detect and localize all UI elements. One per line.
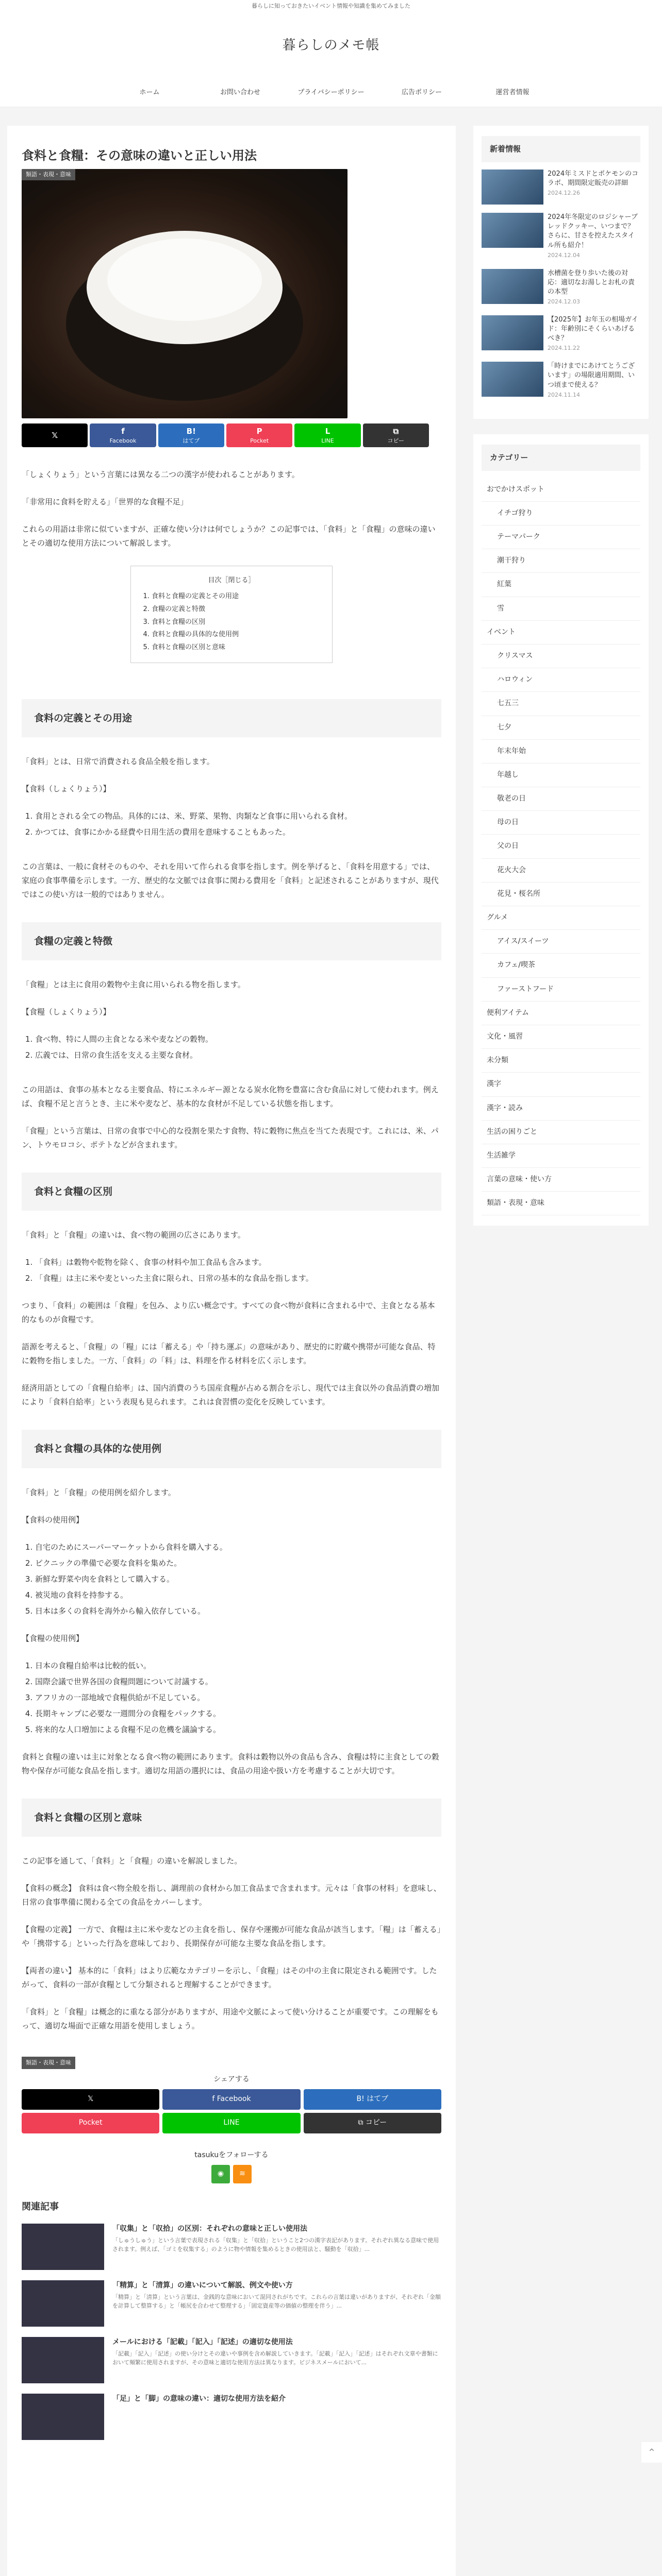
list-item: 5. 日本は多くの食料を海外から輸入依存している。 <box>35 1604 441 1618</box>
list-item: 1. 日本の食糧自給率は比較的低い。 <box>35 1659 441 1673</box>
news-title: 水槽菌を登り歩いた後の対応：適切なお湯しとお札の責の本型 <box>548 269 635 296</box>
share-button[interactable]: f Facebook <box>162 2089 300 2110</box>
paragraph: 【食料の使用例】 <box>22 1515 84 1524</box>
category-item[interactable]: 生活の困りごと <box>482 1121 640 1144</box>
share-icon: B! <box>186 426 196 436</box>
share-button[interactable] <box>226 423 292 447</box>
share-button[interactable]: ⧉ コピー <box>304 2113 441 2133</box>
news-date: 2024.11.14 <box>548 391 580 398</box>
eyecatch-image <box>22 169 347 418</box>
share-button[interactable] <box>363 423 429 447</box>
related-item[interactable] <box>22 2394 441 2440</box>
share-label: シェアする <box>213 2075 250 2083</box>
share-icon: f <box>121 426 125 436</box>
share-button[interactable]: 𝕏 <box>22 2089 159 2110</box>
share-buttons-bottom <box>22 2089 441 2133</box>
related-title-text: 「精算」と「清算」の違いについて解説、例文や使い方 <box>112 2281 293 2290</box>
share-icon: L <box>325 426 330 436</box>
paragraph: 「食糧」とは主に食用の穀物や主食に用いられる物を指します。 <box>22 980 245 990</box>
category-item[interactable]: 年末年始 <box>482 740 640 764</box>
list-item: 4. 被災地の食料を持参する。 <box>35 1588 441 1602</box>
news-date: 2024.12.03 <box>548 298 580 306</box>
share-button[interactable]: Pocket <box>22 2113 159 2133</box>
section-heading: 食料と食糧の具体的な使用例 <box>22 1430 441 1468</box>
paragraph: この記事を通して、「食料」と「食糧」の違いを解説しました。 <box>22 1856 242 1866</box>
category-item[interactable]: 潮干狩り <box>482 549 640 573</box>
news-thumbnail <box>482 170 543 205</box>
related-body <box>112 2224 441 2270</box>
paragraph: 【食料の概念】 食料は食べ物全般を指し、調理前の食材から加工食品まで含まれます。元々は「食事の材料」を意味し、日常の食事準備に関わる全ての食品をカバーします。 <box>22 1883 441 1907</box>
category-item[interactable]: 漢字 <box>482 1073 640 1096</box>
category-label[interactable]: 類語・表現・意味 <box>22 169 75 180</box>
nav-ad-policy[interactable]: 広告ポリシー <box>401 89 442 96</box>
paragraph: 経済用語としての「食糧自給率」は、国内消費のうち国産食糧が占める割合を示し、現代では主食以外の食品消費の増加により「食料自給率」という表現も見られます。これは食習慣の変化を反映しています。 <box>22 1383 440 1407</box>
paragraph: 「食料」と「食糧」の使用例を紹介します。 <box>22 1487 176 1497</box>
related-body <box>112 2337 441 2383</box>
share-button-label: コピー <box>387 437 405 444</box>
related-snippet: 「精算」と「清算」という言葉は、金銭的な意味において混同されがちです。これらの言葉は違いがありますが、それぞれ「金額を計算して整算する」と「帳尻を合わせて整理する」「固定資産等の価値の整理を伴う」... <box>112 2294 441 2309</box>
category-item[interactable]: 敬老の日 <box>482 787 640 811</box>
list-item: 5. 将来的な人口増加による食糧不足の危機を議論する。 <box>35 1723 441 1737</box>
news-title: 【2025年】お年玉の相場ガイド：年齢別にそくらいあげるべき？ <box>548 315 638 343</box>
paragraph: 【食糧の使用例】 <box>22 1633 84 1643</box>
category-item[interactable]: グルメ <box>482 906 640 930</box>
news-title: 「時けまでにあけてとうございます」の場限適用期間、いつ頃まで使える？ <box>548 362 635 389</box>
news-date: 2024.11.22 <box>548 345 580 352</box>
category-item[interactable]: おでかけスポット <box>482 478 640 502</box>
paragraph: 「食料」とは、日常で消費される食品全般を指します。 <box>22 757 214 767</box>
category-item[interactable]: 七五三 <box>482 692 640 716</box>
share-buttons-top <box>22 423 429 447</box>
related-list <box>22 2224 441 2440</box>
widget-title: 新着情報 <box>482 136 640 162</box>
paragraph: 【両者の違い】 基本的に「食料」はより広範なカテゴリーを示し、「食糧」はその中の主食に限定される範囲です。したがって、食料の一部が食糧として分類されると理解することができます。 <box>22 1965 437 1989</box>
share-button[interactable] <box>90 423 156 447</box>
related-body <box>112 2394 286 2440</box>
example-list <box>22 1659 441 1737</box>
news-body <box>548 362 640 400</box>
example-list <box>22 1540 441 1618</box>
news-item[interactable] <box>482 213 640 261</box>
list-item: 1. 自宅のためにスーパーマーケットから食料を購入する。 <box>35 1540 441 1554</box>
site-title[interactable]: 暮らしのメモ帳 <box>282 37 380 53</box>
news-body <box>548 269 640 307</box>
widget-title: カテゴリー <box>482 445 640 471</box>
paragraph: 「食糧」という言葉は、日常の食事で中心的な役割を果たす食物、特に穀物に焦点を当てた表現です。これには、米、パン、トウモロコシ、ポテトなどが含まれます。 <box>22 1126 439 1150</box>
category-item[interactable]: 類語・表現・意味 <box>482 1192 640 1215</box>
category-item[interactable]: 紅葉 <box>482 573 640 597</box>
section-heading: 食料と食糧の区別と意味 <box>22 1799 441 1837</box>
news-thumbnail <box>482 269 543 304</box>
category-item[interactable]: 漢字・読み <box>482 1097 640 1121</box>
news-item[interactable] <box>482 362 640 400</box>
category-item[interactable]: 父の日 <box>482 835 640 858</box>
news-thumbnail <box>482 362 543 397</box>
paragraph: この言葉は、一般に食材そのものや、それを用いて作られる食事を指します。例を挙げると、「食料を用意する」では、家庭の食事準備を示します。一方、歴史的な文脈では食事に関わる費用を「食料」と記述されることがありますが、現代ではこの使い方は一般的ではありません。 <box>22 862 439 900</box>
sidebar <box>473 126 649 2576</box>
toc-list <box>141 590 322 654</box>
related-item[interactable] <box>22 2280 441 2327</box>
category-item[interactable]: ファーストフード <box>482 978 640 1002</box>
global-nav <box>0 78 662 107</box>
list-item: 2. 「食糧」は主に米や麦といった主食に限られ、日常の基本的な食品を指します。 <box>35 1272 441 1285</box>
paragraph: この用語は、食事の基本となる主要食品、特にエネルギー源となる炭水化物を豊富に含む食品に対して使われます。例えば、食糧不足と言うとき、主に米や麦など、基本的な食材が不足している状態を指します。 <box>22 1085 439 1109</box>
related-title-text: 「収集」と「収拾」の区別：それぞれの意味と正しい使用法 <box>112 2225 307 2233</box>
category-item[interactable]: カフェ/喫茶 <box>482 954 640 977</box>
intro-paragraph: 「しょくりょう」という言葉には異なる二つの漢字が使われることがあります。 <box>22 470 300 479</box>
share-button[interactable] <box>294 423 360 447</box>
share-button-label: Facebook <box>109 437 137 444</box>
paragraph: 食料と食糧の違いは主に対象となる食べ物の範囲にあります。食料は穀物以外の食品も含み、食糧は特に主食としての穀物や保存が可能な食品を指します。適切な用語の選択には、食品の用途や扱い方を考慮することが大切です。 <box>22 1752 439 1775</box>
definition-list <box>22 809 441 839</box>
share-icon: P <box>256 426 262 436</box>
list-item: 2. 広義では、日常の食生活を支える主要な食材。 <box>35 1048 441 1062</box>
category-item[interactable]: 便利アイテム <box>482 1002 640 1025</box>
intro-paragraph: 「非常用に食料を貯える」「世界的な食糧不足」 <box>22 497 188 506</box>
related-snippet: 「しゅうしゅう」という言葉で表現される「収集」と「収拾」ということ2つの漢字表記があります。それぞれ異なる意味で使用されます。例えば、「ゴミを収集する」のように物や情報を集めるときの使用法と、騒動を「収拾」... <box>112 2237 439 2252</box>
section-heading: 食糧の定義と特徴 <box>22 922 441 960</box>
site-header <box>0 12 662 78</box>
category-item[interactable]: 言葉の意味・使い方 <box>482 1168 640 1192</box>
nav-contact[interactable]: お問い合わせ <box>220 89 260 96</box>
news-body <box>548 213 640 261</box>
article-title: 食料と食糧：その意味の違いと正しい用法 <box>22 148 257 163</box>
list-item: 3. アフリカの一部地域で食糧供給が不足している。 <box>35 1691 441 1705</box>
category-item[interactable]: 年越し <box>482 764 640 787</box>
share-icon: ⧉ <box>393 426 399 436</box>
share-button[interactable] <box>158 423 224 447</box>
nav-privacy[interactable]: プライバシーポリシー <box>297 89 365 96</box>
news-date: 2024.12.26 <box>548 190 580 197</box>
news-body <box>548 315 640 353</box>
share-button-label: LINE <box>321 437 334 444</box>
list-item: 2. 国際会議で世界各国の食糧問題について討議する。 <box>35 1675 441 1689</box>
paragraph: 【食料（しょくりょう）】 <box>22 784 111 794</box>
category-item[interactable]: 文化・風習 <box>482 1025 640 1049</box>
news-list <box>482 170 640 400</box>
news-item[interactable] <box>482 315 640 353</box>
new-posts-widget <box>473 126 649 419</box>
related-item[interactable] <box>22 2224 441 2270</box>
category-item[interactable]: 未分類 <box>482 1049 640 1073</box>
category-item[interactable]: アイス/スイーツ <box>482 930 640 954</box>
share-button-label: Pocket <box>250 437 269 444</box>
category-item[interactable]: 花見・桜名所 <box>482 883 640 906</box>
paragraph: 【食糧（しょくりょう）】 <box>22 1007 111 1017</box>
list-item: 1. 「食料」は穀物や乾物を除く、食事の材料や加工食品も含みます。 <box>35 1256 441 1269</box>
toc-title[interactable]: 目次［閉じる］ <box>208 577 255 584</box>
follow-label: tasukuをフォローする <box>194 2150 269 2159</box>
news-title: 2024年ミスドとポケモンのコラボ、期間限定販売の詳細 <box>548 170 639 188</box>
related-title-text: 「足」と「脚」の意味の違い：適切な使用方法を紹介 <box>112 2395 286 2403</box>
list-item: 4. 長期キャンプに必要な一週間分の食糧をパックする。 <box>35 1707 441 1721</box>
table-of-contents <box>130 566 333 663</box>
category-list <box>482 478 640 1216</box>
toc-item[interactable]: 4. 食料と食糧の具体的な使用例 <box>152 629 322 641</box>
list-item: 3. 新鮮な野菜や肉を食料として購入する。 <box>35 1572 441 1586</box>
toc-item[interactable]: 2. 食糧の定義と特徴 <box>152 603 322 616</box>
article-main <box>7 126 456 2576</box>
list-item: 1. 食用とされる全ての物品。具体的には、米、野菜、果物、肉類など食事に用いられる食材。 <box>35 809 441 823</box>
intro-paragraph: これらの用語は非常に似ていますが、正確な使い分けは何でしょうか？この記事では、「食料」と「食糧」の意味の違いとその適切な使用方法について解説します。 <box>22 524 436 548</box>
topbar-message: 暮らしに知っておきたいイベント情報や知識を集めてみました <box>0 0 662 12</box>
category-item[interactable]: 花火大会 <box>482 859 640 883</box>
related-title-text: メールにおける「記載」「記入」「記述」の適切な使用法 <box>112 2338 293 2347</box>
related-item[interactable] <box>22 2337 441 2383</box>
category-item[interactable]: 雪 <box>482 597 640 621</box>
category-item[interactable]: 母の日 <box>482 811 640 835</box>
section-heading: 食料と食糧の区別 <box>22 1173 441 1211</box>
news-item[interactable] <box>482 170 640 205</box>
category-widget <box>473 434 649 1226</box>
category-item[interactable]: イベント <box>482 621 640 645</box>
paragraph: 「食料」と「食糧」は概念的に重なる部分がありますが、用途や文脈によって使い分けることが重要です。この理解をもって、適切な場面で正確な用語を使用しましょう。 <box>22 2007 439 2030</box>
toc-item[interactable]: 1. 食料と食糧の定義とその用途 <box>152 590 322 603</box>
section-heading: 食料の定義とその用途 <box>22 699 441 737</box>
share-button[interactable]: LINE <box>162 2113 300 2133</box>
news-thumbnail <box>482 213 543 248</box>
rss-icon[interactable]: ≋ <box>233 2165 252 2183</box>
related-title: 関連記事 <box>22 2201 59 2212</box>
paragraph: 【食糧の定義】 一方で、食糧は主に米や麦などの主食を指し、保存や運搬が可能な食品が該当します。「糧」は「蓄える」や「携帯する」といった行為を意味しており、長期保存が可能な主要な食品を指します。 <box>22 1924 441 1948</box>
nav-home[interactable]: ホーム <box>139 89 160 96</box>
share-button-label: はてブ <box>183 437 200 444</box>
news-thumbnail <box>482 315 543 350</box>
related-thumbnail <box>22 2224 104 2270</box>
share-button[interactable]: B! はてブ <box>304 2089 441 2110</box>
nav-operator[interactable]: 運営者情報 <box>495 89 529 96</box>
share-button[interactable] <box>22 423 88 447</box>
definition-list <box>22 1032 441 1062</box>
news-body <box>548 170 640 205</box>
list-item: 2. かつては、食事にかかる経費や日用生活の費用を意味することもあった。 <box>35 825 441 839</box>
related-snippet: 「記載」「記入」「記述」の使い分けとその違いや事例を含め解説していきます。「記載」「記入」「記述」はそれぞれ文章や書類において頻繁に使用されますが、その意味と適切な使用方法は異なります。ビジネスメールにおいて... <box>112 2350 438 2366</box>
news-title: 2024年冬限定のロジシャーブレッドクッキー、いつまで？さらに、甘さを控えたスタイル所も紹介！ <box>548 213 638 249</box>
toc-item[interactable]: 5. 食料と食糧の区別と意味 <box>152 641 322 654</box>
comparison-list <box>22 1256 441 1285</box>
related-thumbnail <box>22 2394 104 2440</box>
news-date: 2024.12.04 <box>548 251 580 259</box>
chevron-up-icon: ⌃ <box>647 2446 656 2459</box>
paragraph: つまり、「食料」の範囲は「食糧」を包み、より広い概念です。すべての食べ物が食料に含まれる中で、主食となる基本的なものが食糧です。 <box>22 1301 435 1325</box>
related-body <box>112 2280 441 2327</box>
category-item[interactable]: 生活雑学 <box>482 1144 640 1168</box>
feedly-icon[interactable]: ◉ <box>211 2165 230 2183</box>
related-thumbnail <box>22 2280 104 2327</box>
category-item[interactable]: テーマパーク <box>482 526 640 549</box>
paragraph: 「食料」と「食糧」の違いは、食べ物の範囲の広さにあります。 <box>22 1230 245 1240</box>
related-thumbnail <box>22 2337 104 2383</box>
share-icon: 𝕏 <box>52 430 58 440</box>
rice-bowl-illustration <box>22 169 347 418</box>
list-item: 1. 食べ物、特に人間の主食となる米や麦などの穀物。 <box>35 1032 441 1046</box>
news-item[interactable] <box>482 269 640 307</box>
list-item: 2. ピクニックの準備で必要な食料を集めた。 <box>35 1556 441 1570</box>
category-item[interactable]: クリスマス <box>482 645 640 668</box>
category-item[interactable]: イチゴ狩り <box>482 502 640 526</box>
follow-icons <box>22 2165 441 2183</box>
article-tag[interactable]: 類語・表現・意味 <box>22 2057 75 2069</box>
category-item[interactable]: 七夕 <box>482 716 640 740</box>
page-top-button[interactable] <box>641 2442 662 2463</box>
category-item[interactable]: ハロウィン <box>482 668 640 692</box>
paragraph: 語源を考えると、「食糧」の「糧」には「蓄える」や「持ち運ぶ」の意味があり、歴史的に貯蔵や携帯が可能な食品、特に穀物を指しました。一方、「食料」の「料」は、料理を作る材料を広く示します。 <box>22 1342 436 1366</box>
toc-item[interactable]: 3. 食料と食糧の区別 <box>152 616 322 629</box>
